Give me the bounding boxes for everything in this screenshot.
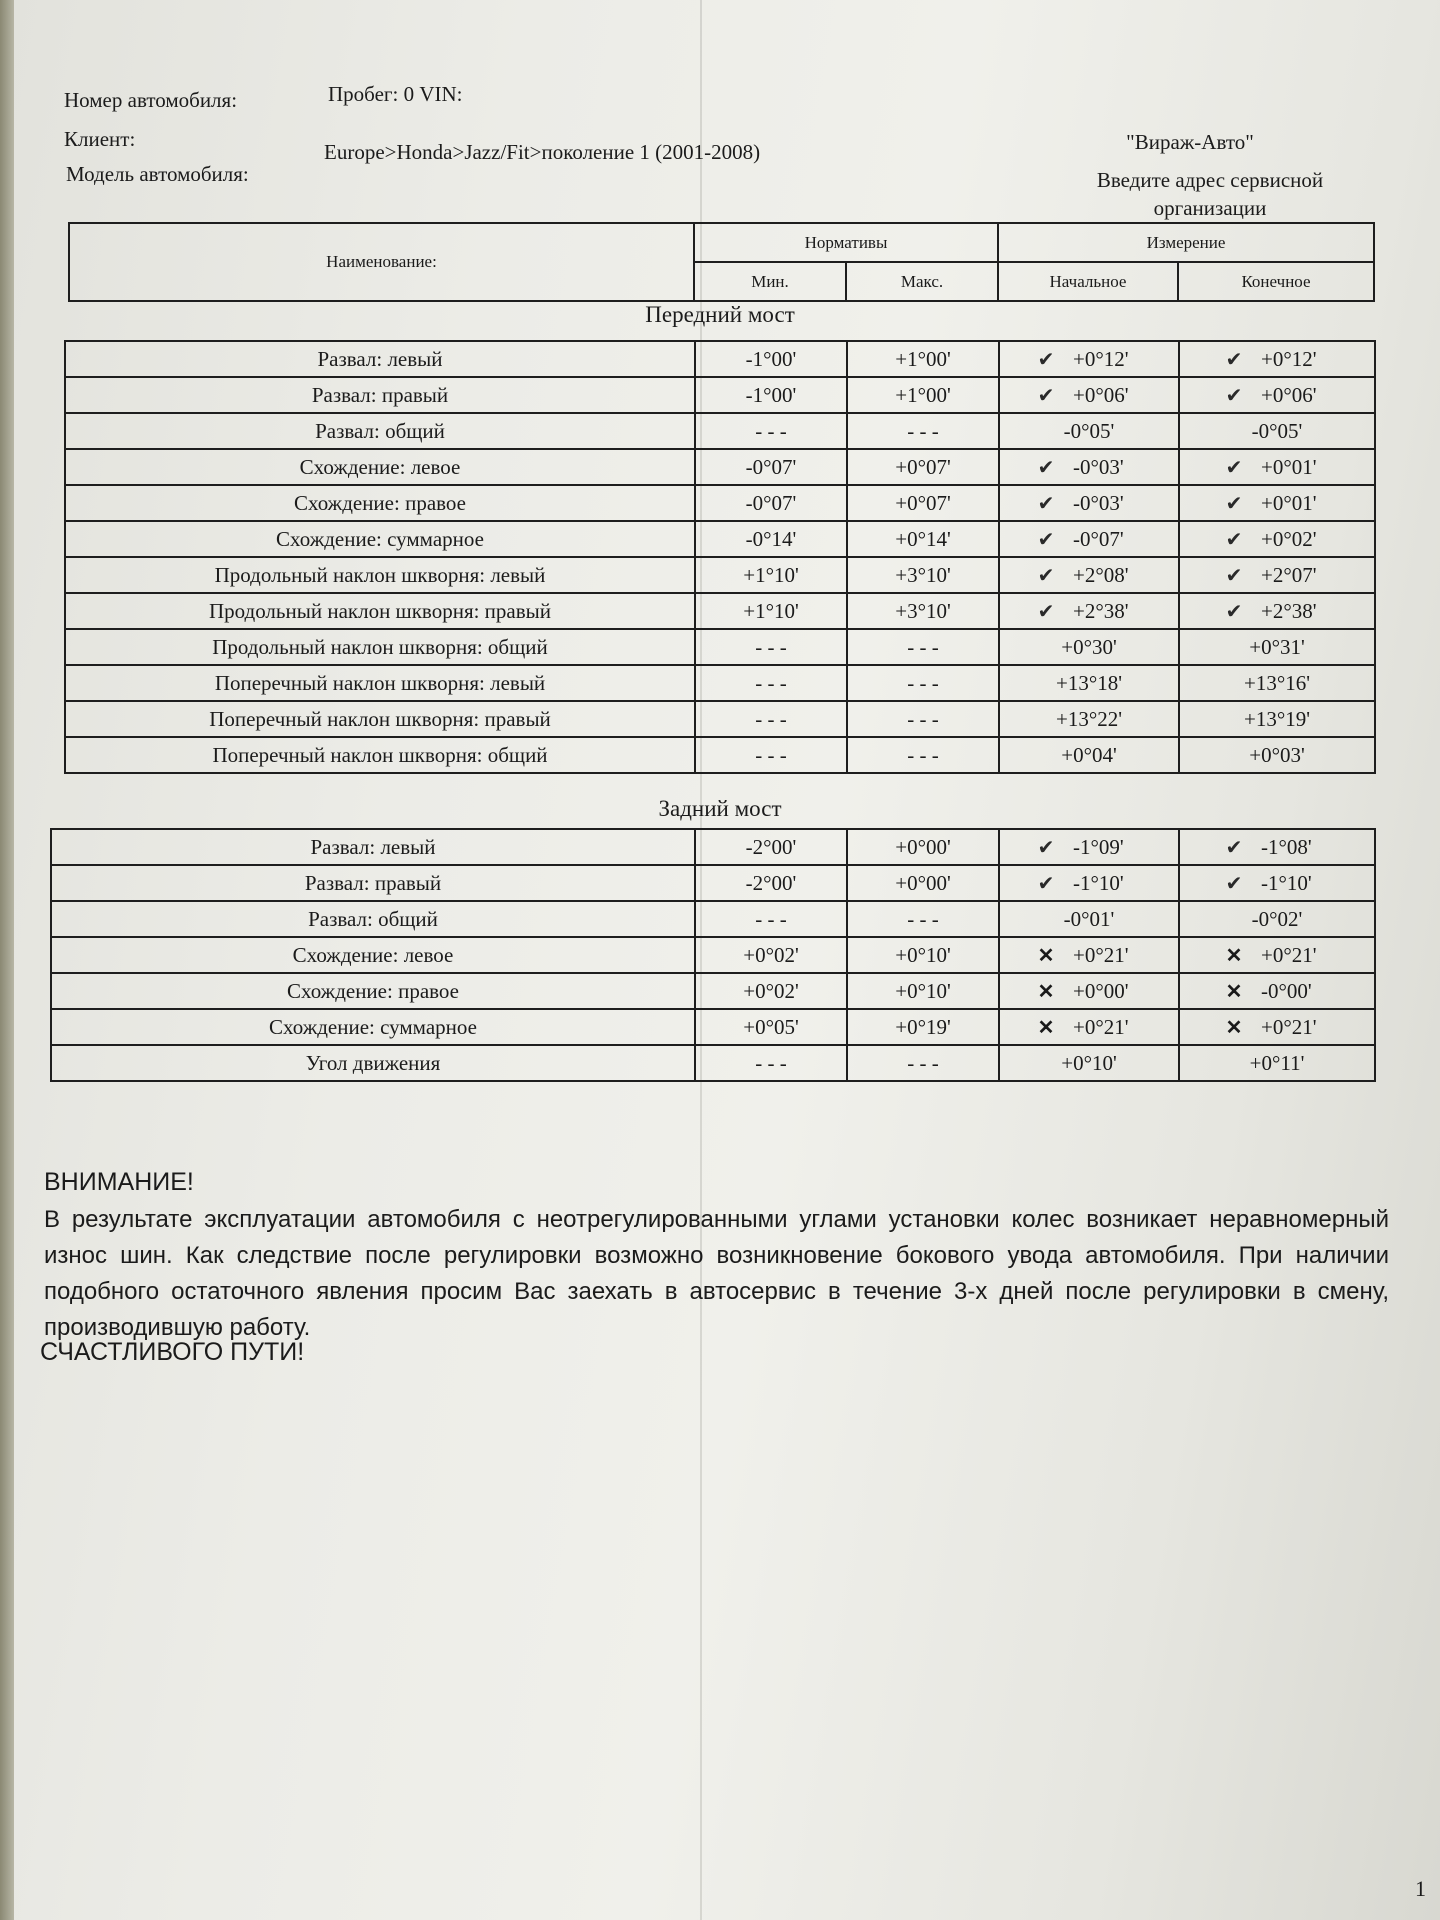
norm-max: +3°10' [847, 557, 999, 593]
col-header-name: Наименование: [69, 223, 694, 301]
check-icon: ✔ [1225, 492, 1243, 515]
measure-final [1179, 521, 1375, 557]
initial-value: +0°21' [1073, 1014, 1129, 1039]
measure-initial [999, 1009, 1179, 1045]
org-address-line1: Введите адрес сервисной [1096, 168, 1324, 192]
param-name: Развал: общий [51, 901, 695, 937]
table-row [51, 1009, 1375, 1045]
param-name: Схождение: суммарное [65, 521, 695, 557]
table-row [51, 829, 1375, 865]
initial-value: +0°21' [1073, 942, 1129, 967]
paper-edge-shadow [0, 0, 14, 1920]
measure-final [1179, 629, 1375, 665]
final-value: +0°21' [1261, 942, 1317, 967]
cross-icon: ✕ [1225, 944, 1243, 967]
check-icon: ✔ [1225, 384, 1243, 407]
check-icon: ✔ [1037, 348, 1055, 371]
table-row [65, 341, 1375, 377]
measure-final [1179, 737, 1375, 773]
final-value: +0°01' [1261, 454, 1317, 479]
measure-initial [999, 377, 1179, 413]
initial-value: +2°08' [1073, 562, 1129, 587]
notice-title: ВНИМАНИЕ! [44, 1168, 194, 1196]
initial-value: -1°10' [1073, 870, 1124, 895]
cross-icon: ✕ [1037, 944, 1055, 967]
norm-min: - - - [695, 1045, 847, 1081]
measure-final [1179, 449, 1375, 485]
mileage-value: 0 [403, 82, 415, 106]
param-name: Продольный наклон шкворня: левый [65, 557, 695, 593]
final-value: -1°10' [1261, 870, 1312, 895]
check-icon: ✔ [1037, 492, 1055, 515]
initial-value: +0°04' [1061, 742, 1117, 767]
param-name: Угол движения [51, 1045, 695, 1081]
check-icon: ✔ [1037, 872, 1055, 895]
check-icon: ✔ [1225, 456, 1243, 479]
table-row [65, 521, 1375, 557]
norm-max: +0°19' [847, 1009, 999, 1045]
check-icon: ✔ [1037, 384, 1055, 407]
check-icon: ✔ [1225, 564, 1243, 587]
param-name: Развал: левый [65, 341, 695, 377]
measure-final [1179, 973, 1375, 1009]
org-address-line2: организации [1153, 196, 1267, 220]
measure-initial [999, 521, 1179, 557]
measure-initial [999, 737, 1179, 773]
mileage-group [328, 82, 463, 107]
table-row [65, 557, 1375, 593]
check-icon: ✔ [1037, 600, 1055, 623]
initial-value: +2°38' [1073, 598, 1129, 623]
col-header-norms: Нормативы [694, 223, 998, 262]
table-row [65, 629, 1375, 665]
initial-value: -0°03' [1073, 490, 1124, 515]
final-value: +13°19' [1243, 706, 1311, 731]
norm-min: +0°02' [695, 937, 847, 973]
initial-value: +0°00' [1073, 978, 1129, 1003]
norm-min: -2°00' [695, 829, 847, 865]
measure-final [1179, 557, 1375, 593]
norm-max: - - - [847, 901, 999, 937]
param-name: Продольный наклон шкворня: правый [65, 593, 695, 629]
param-name: Схождение: суммарное [51, 1009, 695, 1045]
param-name: Поперечный наклон шкворня: общий [65, 737, 695, 773]
check-icon: ✔ [1037, 836, 1055, 859]
front-axle-table [64, 340, 1376, 774]
norm-min: - - - [695, 701, 847, 737]
measure-final [1179, 1009, 1375, 1045]
norm-min: -0°07' [695, 449, 847, 485]
norm-min: -2°00' [695, 865, 847, 901]
org-name: "Вираж-Авто" [1126, 130, 1254, 154]
col-header-max: Макс. [846, 262, 998, 301]
norm-min: +0°05' [695, 1009, 847, 1045]
param-name: Поперечный наклон шкворня: правый [65, 701, 695, 737]
check-icon: ✔ [1225, 872, 1243, 895]
initial-value: +0°06' [1073, 382, 1129, 407]
param-name: Схождение: правое [65, 485, 695, 521]
final-value: +0°31' [1249, 634, 1305, 659]
param-name: Развал: общий [65, 413, 695, 449]
final-value: +13°16' [1243, 670, 1311, 695]
measure-initial [999, 829, 1179, 865]
rear-axle-table [50, 828, 1376, 1082]
notice-body: В результате эксплуатации автомобиля с неотрегулированными углами установки колес возникает неравномерный износ шин. Как следствие после регулировки возможно возникновение бокового увода автомобиля. При наличии подобного остаточного явления просим Вас заехать в автосервис в течение 3-х дней после регулировки в смену, производившую работу. [44, 1206, 1389, 1341]
table-row [65, 701, 1375, 737]
table-row [65, 593, 1375, 629]
initial-value: -1°09' [1073, 834, 1124, 859]
final-value: -1°08' [1261, 834, 1312, 859]
norm-max: +1°00' [847, 341, 999, 377]
measure-initial [999, 593, 1179, 629]
initial-value: +0°12' [1073, 346, 1129, 371]
measure-final [1179, 341, 1375, 377]
initial-value: +0°10' [1061, 1050, 1117, 1075]
norm-max: +0°00' [847, 865, 999, 901]
final-value: +0°11' [1249, 1050, 1305, 1075]
rear-axle-title: Задний мост [658, 796, 782, 821]
check-icon: ✔ [1037, 564, 1055, 587]
cross-icon: ✕ [1225, 1016, 1243, 1039]
col-header-min: Мин. [694, 262, 846, 301]
measure-final [1179, 485, 1375, 521]
measure-initial [999, 629, 1179, 665]
measure-initial [999, 557, 1179, 593]
client-label: Клиент: [64, 127, 136, 151]
initial-value: -0°05' [1063, 418, 1115, 443]
param-name: Схождение: левое [51, 937, 695, 973]
table-row [65, 377, 1375, 413]
model-label: Модель автомобиля: [66, 162, 249, 186]
measure-initial [999, 341, 1179, 377]
norm-min: +1°10' [695, 557, 847, 593]
param-name: Развал: левый [51, 829, 695, 865]
col-header-measure: Измерение [998, 223, 1374, 262]
initial-value: +13°18' [1055, 670, 1123, 695]
check-icon: ✔ [1225, 600, 1243, 623]
measure-final [1179, 413, 1375, 449]
param-name: Схождение: правое [51, 973, 695, 1009]
measure-final [1179, 829, 1375, 865]
measure-initial [999, 973, 1179, 1009]
car-number-label: Номер автомобиля: [64, 88, 238, 112]
final-value: +0°12' [1261, 346, 1317, 371]
final-value: +2°07' [1261, 562, 1317, 587]
norm-min: +1°10' [695, 593, 847, 629]
final-value: +0°06' [1261, 382, 1317, 407]
farewell-text: СЧАСТЛИВОГО ПУТИ! [40, 1338, 305, 1366]
final-value: +0°01' [1261, 490, 1317, 515]
check-icon: ✔ [1225, 348, 1243, 371]
param-name: Схождение: левое [65, 449, 695, 485]
norm-min: - - - [695, 737, 847, 773]
measure-initial [999, 449, 1179, 485]
norm-min: - - - [695, 665, 847, 701]
norm-min: +0°02' [695, 973, 847, 1009]
measure-final [1179, 701, 1375, 737]
norm-max: +1°00' [847, 377, 999, 413]
norm-max: +3°10' [847, 593, 999, 629]
norm-max: - - - [847, 665, 999, 701]
norm-max: - - - [847, 701, 999, 737]
vin-label: VIN: [419, 82, 463, 106]
norm-max: +0°07' [847, 449, 999, 485]
col-header-final: Конечное [1178, 262, 1374, 301]
page-number: 1 [1415, 1876, 1426, 1901]
check-icon: ✔ [1225, 528, 1243, 551]
table-row [51, 973, 1375, 1009]
final-value: -0°02' [1251, 906, 1303, 931]
table-row [65, 485, 1375, 521]
measure-initial [999, 485, 1179, 521]
measure-initial [999, 701, 1179, 737]
norm-min: -0°07' [695, 485, 847, 521]
mileage-label: Пробег: [328, 82, 399, 106]
initial-value: +13°22' [1055, 706, 1123, 731]
check-icon: ✔ [1037, 528, 1055, 551]
param-name: Продольный наклон шкворня: общий [65, 629, 695, 665]
norm-min: -0°14' [695, 521, 847, 557]
front-axle-title: Передний мост [645, 302, 795, 327]
measure-final [1179, 865, 1375, 901]
norm-max: - - - [847, 413, 999, 449]
table-row [65, 665, 1375, 701]
table-row [51, 865, 1375, 901]
measure-initial [999, 937, 1179, 973]
measure-final [1179, 937, 1375, 973]
measure-final [1179, 901, 1375, 937]
norm-min: - - - [695, 901, 847, 937]
measure-initial [999, 665, 1179, 701]
norm-max: - - - [847, 737, 999, 773]
norm-max: +0°00' [847, 829, 999, 865]
norm-max: - - - [847, 1045, 999, 1081]
cross-icon: ✕ [1037, 980, 1055, 1003]
measure-final [1179, 593, 1375, 629]
initial-value: -0°03' [1073, 454, 1124, 479]
measure-initial [999, 901, 1179, 937]
table-row [65, 413, 1375, 449]
initial-value: +0°30' [1061, 634, 1117, 659]
measure-final [1179, 377, 1375, 413]
final-value: +0°02' [1261, 526, 1317, 551]
check-icon: ✔ [1225, 836, 1243, 859]
norm-min: - - - [695, 629, 847, 665]
norm-max: +0°10' [847, 937, 999, 973]
final-value: -0°05' [1251, 418, 1303, 443]
measure-final [1179, 665, 1375, 701]
final-value: +0°03' [1249, 742, 1305, 767]
param-name: Развал: правый [65, 377, 695, 413]
param-name: Поперечный наклон шкворня: левый [65, 665, 695, 701]
final-value: -0°00' [1261, 978, 1312, 1003]
table-row [51, 937, 1375, 973]
norm-max: +0°10' [847, 973, 999, 1009]
table-row [65, 737, 1375, 773]
initial-value: -0°01' [1063, 906, 1115, 931]
measure-final [1179, 1045, 1375, 1081]
table-row [65, 449, 1375, 485]
model-value: Europe>Honda>Jazz/Fit>поколение 1 (2001-2008) [324, 140, 761, 164]
table-row [51, 1045, 1375, 1081]
cross-icon: ✕ [1225, 980, 1243, 1003]
norm-max: - - - [847, 629, 999, 665]
measure-initial [999, 413, 1179, 449]
measure-initial [999, 1045, 1179, 1081]
table-row [51, 901, 1375, 937]
norm-min: -1°00' [695, 377, 847, 413]
table-header [68, 222, 1375, 302]
cross-icon: ✕ [1037, 1016, 1055, 1039]
norm-max: +0°14' [847, 521, 999, 557]
norm-max: +0°07' [847, 485, 999, 521]
measure-initial [999, 865, 1179, 901]
norm-min: -1°00' [695, 341, 847, 377]
check-icon: ✔ [1037, 456, 1055, 479]
norm-min: - - - [695, 413, 847, 449]
col-header-initial: Начальное [998, 262, 1178, 301]
initial-value: -0°07' [1073, 526, 1124, 551]
param-name: Развал: правый [51, 865, 695, 901]
final-value: +2°38' [1261, 598, 1317, 623]
final-value: +0°21' [1261, 1014, 1317, 1039]
